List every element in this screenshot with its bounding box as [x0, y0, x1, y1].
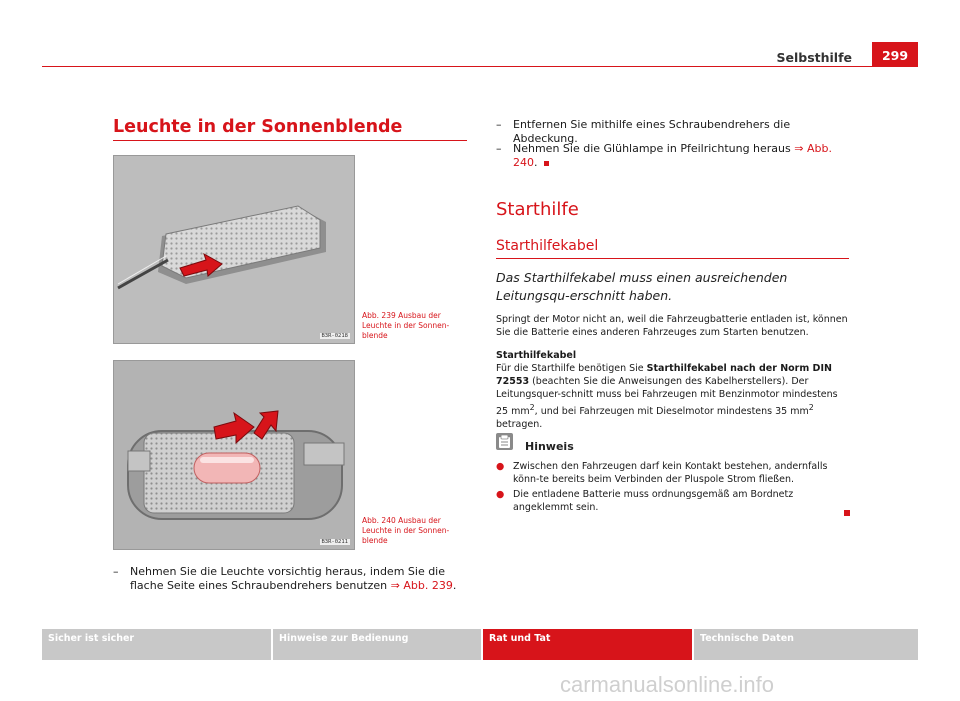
- paragraph-bold: Starthilfekabel nach der Norm DIN 72553: [496, 363, 832, 387]
- page-number: 299: [872, 42, 918, 67]
- figure-link-240[interactable]: ⇒ Abb. 240: [513, 142, 832, 169]
- figure-code: B3R-0211: [321, 539, 348, 545]
- subheading-underline: [496, 258, 849, 259]
- section-end-marker: [844, 510, 850, 516]
- paragraph-cable: [496, 349, 851, 431]
- step-remove-bulb: [496, 142, 852, 170]
- note-bullet: [496, 460, 851, 486]
- note-title: Hinweis: [525, 440, 574, 453]
- figure-caption-240: Abb. 240 Ausbau der Leuchte in der Sonnen-blende: [362, 516, 450, 545]
- superscript: 2: [529, 403, 535, 412]
- step-text: Nehmen Sie die Glühlampe in Pfeilrichtung heraus: [513, 142, 795, 155]
- paragraph-text: Für die Starthilfe benötigen Sie: [496, 363, 647, 374]
- bullet-text: Die entladene Batterie muss ordnungsgemäß am Bordnetz angeklemmt sein.: [513, 489, 794, 513]
- section-heading-starthilfe: Starthilfe: [496, 199, 579, 220]
- intro-text: Das Starthilfekabel muss einen ausreichenden Leitungsqu-erschnitt haben.: [496, 270, 788, 303]
- step-text: Entfernen Sie mithilfe eines Schraubendrehers die Abdeckung.: [513, 118, 791, 145]
- paragraph-title: Starthilfekabel: [496, 350, 577, 361]
- bullet-text: Zwischen den Fahrzeugen darf kein Kontakt bestehen, andernfalls könn-te bereits beim Verbinden der Pluspole Strom fließen.: [513, 461, 828, 485]
- figure-239: [113, 155, 355, 344]
- subheading-starthilfekabel: Starthilfekabel: [496, 238, 599, 254]
- header-divider: [42, 66, 918, 67]
- bullet-icon: ●: [496, 489, 505, 500]
- footer-nav: [42, 629, 918, 660]
- paragraph-text: , und bei Fahrzeugen mit Dieselmotor mindestens 35 mm: [534, 406, 809, 418]
- heading-underline: [113, 140, 467, 141]
- superscript: 2: [808, 403, 814, 412]
- section-heading-leuchte: Leuchte in der Sonnenblende: [113, 117, 403, 137]
- note-icon: [496, 433, 513, 450]
- section-title: Selbsthilfe: [776, 50, 852, 65]
- step-remove-light: [113, 565, 469, 593]
- section-end-marker: [544, 161, 549, 166]
- figure-239-illustration: [114, 156, 354, 343]
- tab-technische-daten[interactable]: Technische Daten: [694, 629, 918, 660]
- paragraph-text: (beachten Sie die Anweisungen des Kabelherstellers). Der Leitungsquer-schnitt muss bei Fahrzeugen mit Benzinmotor mindestens 25 mm: [496, 376, 838, 418]
- tab-hinweise-zur-bedienung[interactable]: Hinweise zur Bedienung: [273, 629, 481, 660]
- tab-sicher-ist-sicher[interactable]: Sicher ist sicher: [42, 629, 271, 660]
- figure-caption-239: Abb. 239 Ausbau der Leuchte in der Sonnen-blende: [362, 311, 450, 340]
- watermark: carmanualsonline.info: [560, 672, 775, 697]
- figure-240-illustration: [114, 361, 354, 549]
- paragraph-battery: Springt der Motor nicht an, weil die Fahrzeugbatterie entladen ist, können Sie die Batterie eines anderen Fahrzeuges zum Starten benutzen.: [496, 314, 848, 338]
- figure-link-239[interactable]: ⇒ Abb. 239: [390, 579, 453, 592]
- tab-rat-und-tat[interactable]: Rat und Tat: [483, 629, 692, 660]
- step-end: .: [534, 156, 538, 169]
- step-text: Nehmen Sie die Leuchte vorsichtig heraus, indem Sie die flache Seite eines Schraubendrehers benutzen: [130, 565, 446, 592]
- note-bullet: [496, 488, 851, 514]
- step-end: .: [452, 579, 457, 592]
- bullet-icon: ●: [496, 461, 505, 472]
- step-dash: –: [496, 142, 502, 155]
- step-dash: –: [113, 565, 119, 578]
- paragraph-text: betragen.: [496, 419, 543, 431]
- figure-240: [113, 360, 355, 550]
- figure-code: B3R-0218: [321, 333, 348, 339]
- step-dash: –: [496, 118, 502, 131]
